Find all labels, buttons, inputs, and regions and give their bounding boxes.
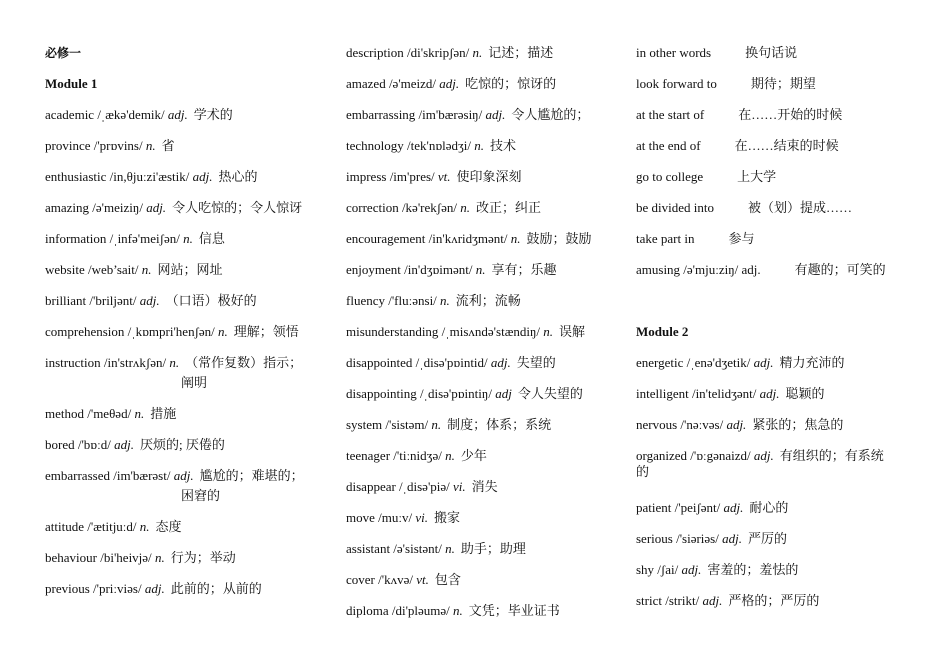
vocab-entry [346, 262, 557, 278]
entry-meaning: 吃惊的；惊讶的 [465, 76, 557, 91]
entry-meaning: 消失 [471, 479, 498, 494]
entry-word: behaviour /bi'heivjə/ [45, 550, 152, 565]
vocab-entry [45, 169, 257, 185]
vocab-entry [45, 200, 302, 216]
entry-word: move /muːv/ [346, 510, 413, 525]
entry-meaning: 厌烦的; 厌倦的 [139, 437, 225, 452]
entry-word: diploma /di'pləumə/ [346, 603, 450, 618]
phrase-text: look forward to [636, 76, 717, 91]
entry-continuation: 困窘的 [181, 488, 221, 503]
entry-pos: n. [139, 519, 150, 534]
entry-pos: adj. [146, 200, 167, 215]
entry-word: disappear /ˌdisə'piə/ [346, 479, 450, 494]
entry-pos: adj. [759, 386, 780, 401]
vocab-entry [346, 324, 585, 340]
vocab-entry [45, 519, 182, 535]
entry-word: academic /ˌækə'demik/ [45, 107, 165, 122]
entry-word: impress /im'pres/ [346, 169, 435, 184]
entry-word: correction /kə'rekʃən/ [346, 200, 457, 215]
vocab-entry [346, 107, 589, 123]
phrase-text: in other words [636, 45, 712, 60]
entry-meaning: 记述；描述 [488, 45, 554, 60]
entry-meaning: 热心的 [218, 169, 258, 184]
entry-pos: n. [475, 262, 486, 277]
entry-word: nervous /'nəːvəs/ [636, 417, 724, 432]
vocab-entry [636, 531, 787, 547]
entry-meaning: 此前的；从前的 [170, 581, 262, 596]
entry-meaning: 严厉的 [747, 531, 787, 546]
entry-word: disappointed /ˌdisə'pɒintid/ [346, 355, 488, 370]
entry-word: serious /'siəriəs/ [636, 531, 719, 546]
vocab-entry [346, 603, 560, 619]
entry-meaning: 信息 [198, 231, 225, 246]
entry-pos: adj. [753, 355, 774, 370]
phrase-meaning: 上大学 [737, 169, 777, 184]
entry-pos: adj. [439, 76, 460, 91]
phrase-text: be divided into [636, 200, 714, 215]
entry-continuation: 阐明 [181, 375, 208, 390]
entry-pos: adj. [139, 293, 160, 308]
entry-word: province /'prɒvins/ [45, 138, 143, 153]
entry-word: encouragement /in'kʌridʒmənt/ [346, 231, 508, 246]
vocab-entry [45, 293, 257, 309]
entry-word: amazing /ə'meiziŋ/ [45, 200, 143, 215]
entry-meaning: 包含 [434, 572, 461, 587]
entry-meaning: 误解 [559, 324, 586, 339]
vocab-entry [636, 562, 798, 578]
entry-word: comprehension /ˌkɒmpri'henʃən/ [45, 324, 215, 339]
vocab-entry [346, 510, 460, 526]
entry-meaning: 耐心的 [749, 500, 789, 515]
entry-word: intelligent /in'telidʒənt/ [636, 386, 757, 401]
phrase-item [636, 262, 886, 278]
entry-word: attitude /'ætitjuːd/ [45, 519, 137, 534]
phrase-text: go to college [636, 169, 704, 184]
entry-pos: adj [495, 386, 512, 401]
module-1-title: Module 1 [45, 76, 98, 91]
phrase-item [636, 169, 776, 185]
entry-meaning: 尴尬的；难堪的； [199, 468, 304, 483]
entry-pos: n. [169, 355, 180, 370]
phrase-text: at the end of [636, 138, 701, 153]
entry-meaning: 失望的 [516, 355, 556, 370]
entry-word: enjoyment /in'dʒɒimənt/ [346, 262, 473, 277]
entry-word: bored /'bɒːd/ [45, 437, 111, 452]
entry-meaning: 措施 [150, 406, 177, 421]
entry-meaning: 改正；纠正 [475, 200, 541, 215]
vocab-entry [45, 262, 223, 278]
entry-pos: vi. [415, 510, 428, 525]
entry-pos: adj. [722, 531, 742, 546]
entry-meaning: 有组织的；有系统的 [636, 448, 884, 479]
entry-meaning: 使印象深刻 [456, 169, 522, 184]
vocab-entry [45, 581, 262, 597]
phrase-meaning: 换句话说 [745, 45, 798, 60]
entry-meaning: （常作复数）指示； [185, 355, 303, 370]
vocab-entry [45, 231, 225, 247]
entry-word: enthusiastic /in,θjuːzi'æstik/ [45, 169, 190, 184]
phrase-text: at the start of [636, 107, 705, 122]
entry-word: information /ˌinfə'meiʃən/ [45, 231, 180, 246]
entry-word: embarrassed /im'bærəst/ [45, 468, 171, 483]
vocab-entry [45, 355, 302, 371]
entry-pos: n. [183, 231, 193, 246]
entry-word: strict /strikt/ [636, 593, 700, 608]
vocab-entry [346, 169, 522, 185]
entry-meaning: 精力充沛的 [779, 355, 845, 370]
phrase-text: amusing /ə'mjuːziŋ/ adj. [636, 262, 761, 277]
entry-pos: adj. [702, 593, 723, 608]
entry-meaning: 助手；助理 [460, 541, 526, 556]
entry-meaning: 鼓励；鼓励 [526, 231, 592, 246]
entry-pos: vt. [416, 572, 429, 587]
entry-meaning: 态度 [155, 519, 182, 534]
entry-word: method /'meθəd/ [45, 406, 132, 421]
entry-word: system /'sistəm/ [346, 417, 429, 432]
vocab-entry [346, 231, 592, 247]
vocab-entry [346, 293, 521, 309]
entry-word: cover /'kʌvə/ [346, 572, 413, 587]
entry-pos: adj. [681, 562, 702, 577]
entry-pos: vt. [437, 169, 451, 184]
vocab-entry [45, 107, 233, 123]
vocab-entry [346, 138, 516, 154]
vocab-entry [346, 448, 487, 464]
vocab-entry [636, 593, 819, 609]
entry-word: fluency /'fluːənsi/ [346, 293, 437, 308]
vocab-entry [346, 572, 461, 588]
vocab-entry [346, 355, 556, 371]
phrase-meaning: 期待；期望 [750, 76, 816, 91]
vocab-entry [45, 406, 176, 422]
entry-meaning: 聪颖的 [785, 386, 825, 401]
phrase-item [636, 231, 755, 247]
entry-meaning: 流利；流畅 [455, 293, 521, 308]
phrase-meaning: 被（划）提成…… [748, 200, 853, 215]
entry-word: patient /'peiʃənt/ [636, 500, 721, 515]
vocab-entry [346, 45, 553, 61]
vocab-entry [636, 355, 845, 371]
phrase-item [636, 45, 797, 61]
vocab-entry [45, 324, 299, 340]
entry-pos: n. [431, 417, 442, 432]
entry-pos: n. [134, 406, 145, 421]
entry-pos: adj. [167, 107, 188, 122]
entry-word: shy /ʃai/ [636, 562, 679, 577]
entry-meaning: 令人尴尬的； [511, 107, 590, 122]
entry-word: instruction /in'strʌkʃən/ [45, 355, 167, 370]
entry-pos: n. [440, 293, 450, 308]
phrase-item [636, 107, 842, 123]
vocab-entry [346, 417, 551, 433]
entry-pos: n. [474, 138, 485, 153]
entry-pos: n. [543, 324, 554, 339]
entry-meaning: 学术的 [193, 107, 233, 122]
entry-meaning: 紧张的；焦急的 [752, 417, 844, 432]
entry-pos: n. [460, 200, 470, 215]
entry-meaning: 制度；体系；系统 [447, 417, 552, 432]
entry-pos: adj. [485, 107, 506, 122]
entry-meaning: 搬家 [433, 510, 460, 525]
entry-pos: n. [218, 324, 228, 339]
vocab-entry [636, 448, 896, 480]
vocab-entry [346, 541, 526, 557]
phrase-item [636, 76, 816, 92]
vocab-entry [346, 386, 583, 402]
entry-meaning: 令人吃惊的；令人惊讶 [172, 200, 303, 215]
phrase-item [636, 138, 839, 154]
entry-pos: n. [453, 603, 463, 618]
entry-meaning: 理解；领悟 [233, 324, 299, 339]
entry-pos: adj. [723, 500, 744, 515]
entry-word: technology /tek'nɒlədʒi/ [346, 138, 472, 153]
entry-word: brilliant /'briljənt/ [45, 293, 137, 308]
entry-pos: n. [472, 45, 483, 60]
entry-pos: adj. [144, 581, 165, 596]
vocab-entry [346, 76, 556, 92]
phrase-item [636, 200, 852, 216]
entry-pos: adj. [114, 437, 134, 452]
entry-word: embarrassing /im'bærəsiŋ/ [346, 107, 483, 122]
phrase-meaning: 有趣的；可笑的 [794, 262, 886, 277]
entry-word: teenager /'tiːnidʒə/ [346, 448, 442, 463]
entry-pos: n. [154, 550, 165, 565]
entry-pos: adj. [490, 355, 511, 370]
entry-meaning: 享有；乐趣 [491, 262, 557, 277]
entry-word: description /di'skripʃən/ [346, 45, 470, 60]
section-header: 必修一 [45, 46, 82, 60]
module-2-title: Module 2 [636, 324, 689, 339]
entry-meaning: （口语）极好的 [165, 293, 257, 308]
phrase-meaning: 在……结束的时候 [734, 138, 839, 153]
entry-pos: n. [145, 138, 156, 153]
entry-word: website /web’sait/ [45, 262, 139, 277]
vocab-entry [346, 479, 498, 495]
vocab-entry [45, 437, 225, 453]
entry-meaning: 技术 [490, 138, 517, 153]
entry-pos: n. [141, 262, 152, 277]
entry-word: assistant /ə'sistənt/ [346, 541, 442, 556]
entry-word: disappointing /ˌdisə'pɒintiŋ/ [346, 386, 492, 401]
entry-pos: adj. [192, 169, 213, 184]
vocab-entry [346, 200, 541, 216]
entry-meaning: 文凭；毕业证书 [468, 603, 560, 618]
entry-word: energetic /ˌenə'dʒetik/ [636, 355, 751, 370]
vocab-entry [636, 500, 788, 516]
vocab-entry [45, 138, 175, 154]
entry-pos: n. [445, 448, 455, 463]
phrase-meaning: 在……开始的时候 [738, 107, 843, 122]
entry-meaning: 少年 [460, 448, 487, 463]
entry-word: amazed /ə'meizd/ [346, 76, 437, 91]
entry-meaning: 严格的；严厉的 [728, 593, 820, 608]
entry-word: misunderstanding /ˌmisʌndə'stændiŋ/ [346, 324, 541, 339]
entry-meaning: 害羞的；羞怯的 [707, 562, 799, 577]
vocab-entry [45, 550, 236, 566]
vocab-entry [636, 386, 825, 402]
entry-pos: adj. [726, 417, 747, 432]
phrase-text: take part in [636, 231, 695, 246]
phrase-meaning: 参与 [728, 231, 755, 246]
vocab-entry [45, 468, 304, 484]
entry-word: organized /'ɒːgənaizd/ [636, 448, 751, 463]
entry-pos: vi. [453, 479, 466, 494]
entry-meaning: 省 [161, 138, 175, 153]
entry-word: previous /'priːviəs/ [45, 581, 142, 596]
entry-pos: n. [510, 231, 521, 246]
entry-meaning: 网站；网址 [157, 262, 223, 277]
entry-meaning: 令人失望的 [517, 386, 583, 401]
vocab-entry [636, 417, 843, 433]
entry-pos: adj. [173, 468, 194, 483]
entry-pos: n. [445, 541, 455, 556]
entry-meaning: 行为；举动 [170, 550, 236, 565]
entry-pos: adj. [753, 448, 774, 463]
